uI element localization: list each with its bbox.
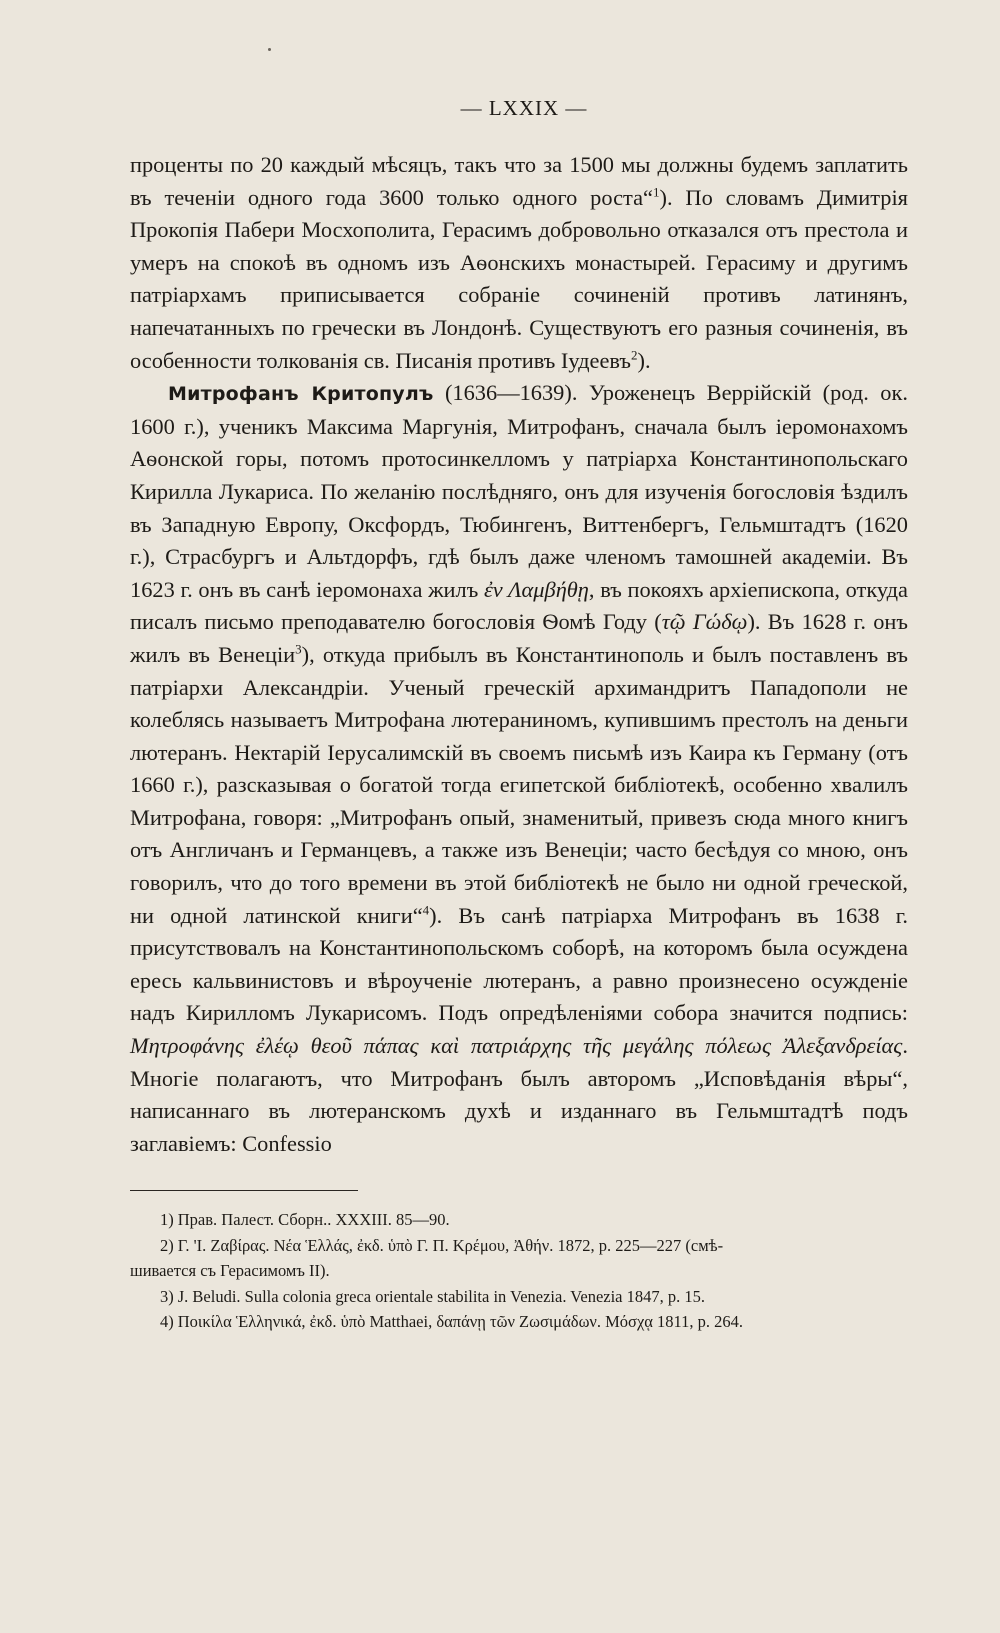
paragraph-text: ), откуда прибылъ въ Константинополь и былъ поставленъ въ патріархи Александріи. Ученый греческій архимандритъ Пападополи не колеблясь называетъ Митрофана лютераниномъ, купившимъ престолъ на деньги лютеранъ. Нектарій Іерусалимскій въ своемъ письмѣ изъ Каира къ Герману (отъ 1660 г.), разсказывая о богатой тогда египетской библіотекѣ, особенно хвалилъ Митрофана, говоря: „Митрофанъ опый, знаменитый, привезъ сюда много книгъ отъ Англичанъ и Германцевъ, а также изъ Венеціи; часто бесѣдуя со мною, онъ говорилъ, что до того времени въ этой библіотекѣ не было ни одной греческой, ни одной латинской книги“ [130,641,908,928]
footnote-ref: 3 [295,641,302,657]
paragraph-text: проценты по 20 каждый мѣсяцъ, такъ что за 1500 мы должны будемъ заплатить въ теченіи одного года 3600 только одного роста“ [130,152,908,210]
footnote-item [160,1309,908,1335]
footnote-ref: 1 [652,184,660,200]
paragraph-text: ). [637,347,651,373]
footnote-text: Г. 'І. Ζαβίρας. Νέα Ἑλλάς, ἐκδ. ὑπὸ Γ. Π. Κρέμου, Ἀθήν. 1872, p. 225—227 (смѣ- [177,1235,724,1255]
footnote-text: Прав. Палест. Сборн.. XXXIII. 85—90. [177,1210,450,1230]
footnote-item [160,1207,908,1233]
footnote-text: J. Beludi. Sulla colonia greca orientale stabilita in Venezia. Venezia 1847, p. 15. [177,1286,705,1306]
paragraph-mitrofan [130,377,908,1160]
footnote-number: 4) [160,1312,174,1332]
paragraph-text: ). Въ 1628 г. онъ жилъ въ Венеціи [130,609,908,667]
person-heading: Митрофанъ Критопулъ [168,383,434,406]
footnote-ref: 2 [631,347,638,363]
footnote-number: 3) [160,1286,174,1306]
page-number-header: — LXXIX — [460,96,588,120]
paragraph-text: ). Въ санѣ патріарха Митрофанъ въ 1638 г. присутствовалъ на Константинопольскомъ соборѣ, на которомъ была осуждена ересь кальвинистовъ и вѣроученіе лютеранъ, а равно произнесено осужденіе надъ Кирилломъ Лукарисомъ. Подъ опредѣленіями собора значится подпись: [130,902,908,1026]
greek-phrase: ἐν Λαμβήθῃ [483,576,589,602]
footnote-item [160,1284,908,1310]
footnote-number: 2) [160,1235,174,1255]
footnote-number: 1) [160,1210,174,1230]
paragraph-text: . Многіе полагаютъ, что Митрофанъ былъ авторомъ „Исповѣданія вѣры“, написаннаго въ лютеранскомъ духѣ и изданнаго въ Гельмштадтѣ подъ заглавіемъ: Confessio [130,1033,908,1156]
footnote-item [130,1233,908,1284]
greek-phrase: τῷ Γώδῳ [661,609,748,635]
ink-speck [268,48,271,51]
footnote-text: Ποικίλα Ἑλληνικά, ἐκδ. ὑπὸ Matthaei, δαπάνῃ τῶν Ζωσιμάδων. Μόσχᾳ 1811, p. 264. [177,1312,744,1332]
paragraph-text: (1636—1639). Уроженецъ Веррійскій (род. ок. 1600 г.), ученикъ Максима Маргунія, Митрофанъ, сначала былъ іеромонахомъ Аѳонской горы, потомъ протосинкелломъ у патріарха Константинопольскаго Кирилла Лукариса. По желанію послѣдняго, онъ для изученія богословія ѣздилъ въ Западную Европу, Оксфордъ, Тюбингенъ, Виттенбергъ, Гельмштадтъ (1620 г.), Страсбургъ и Альтдорфъ, гдѣ былъ даже членомъ тамошней академіи. Въ 1623 г. онъ въ санѣ іеромонаха жилъ [130,380,908,602]
main-text [130,149,908,1160]
footnote-ref: 4 [422,902,430,918]
footnote-continuation: шивается съ Герасимомъ II). [130,1261,330,1281]
paragraph-text: , въ покояхъ архіепископа, откуда писалъ письмо преподавателю богословія Ѳомѣ Году ( [130,576,908,635]
footnotes [130,1207,908,1335]
paragraph-gerasim [130,149,908,377]
paragraph-text: ). По словамъ Димитрія Прокопія Пабери Мосхополита, Герасимъ добровольно отказался отъ престола и умеръ на спокоѣ въ одномъ изъ Аѳонскихъ монастырей. Герасиму и другимъ патріархамъ приписывается собраніе сочиненій противъ латинянъ, напечатанныхъ по гречески въ Лондонѣ. Существуютъ его разныя сочиненія, въ особенности толкованія св. Писанія противъ Іудеевъ [130,184,908,373]
footnote-divider [130,1190,358,1191]
greek-signature: Μητροφάνης ἐλέῳ θεοῦ πάπας καὶ πατριάρχης τῆς μεγάλης πόλεως Ἀλεξανδρείας [130,1033,903,1059]
